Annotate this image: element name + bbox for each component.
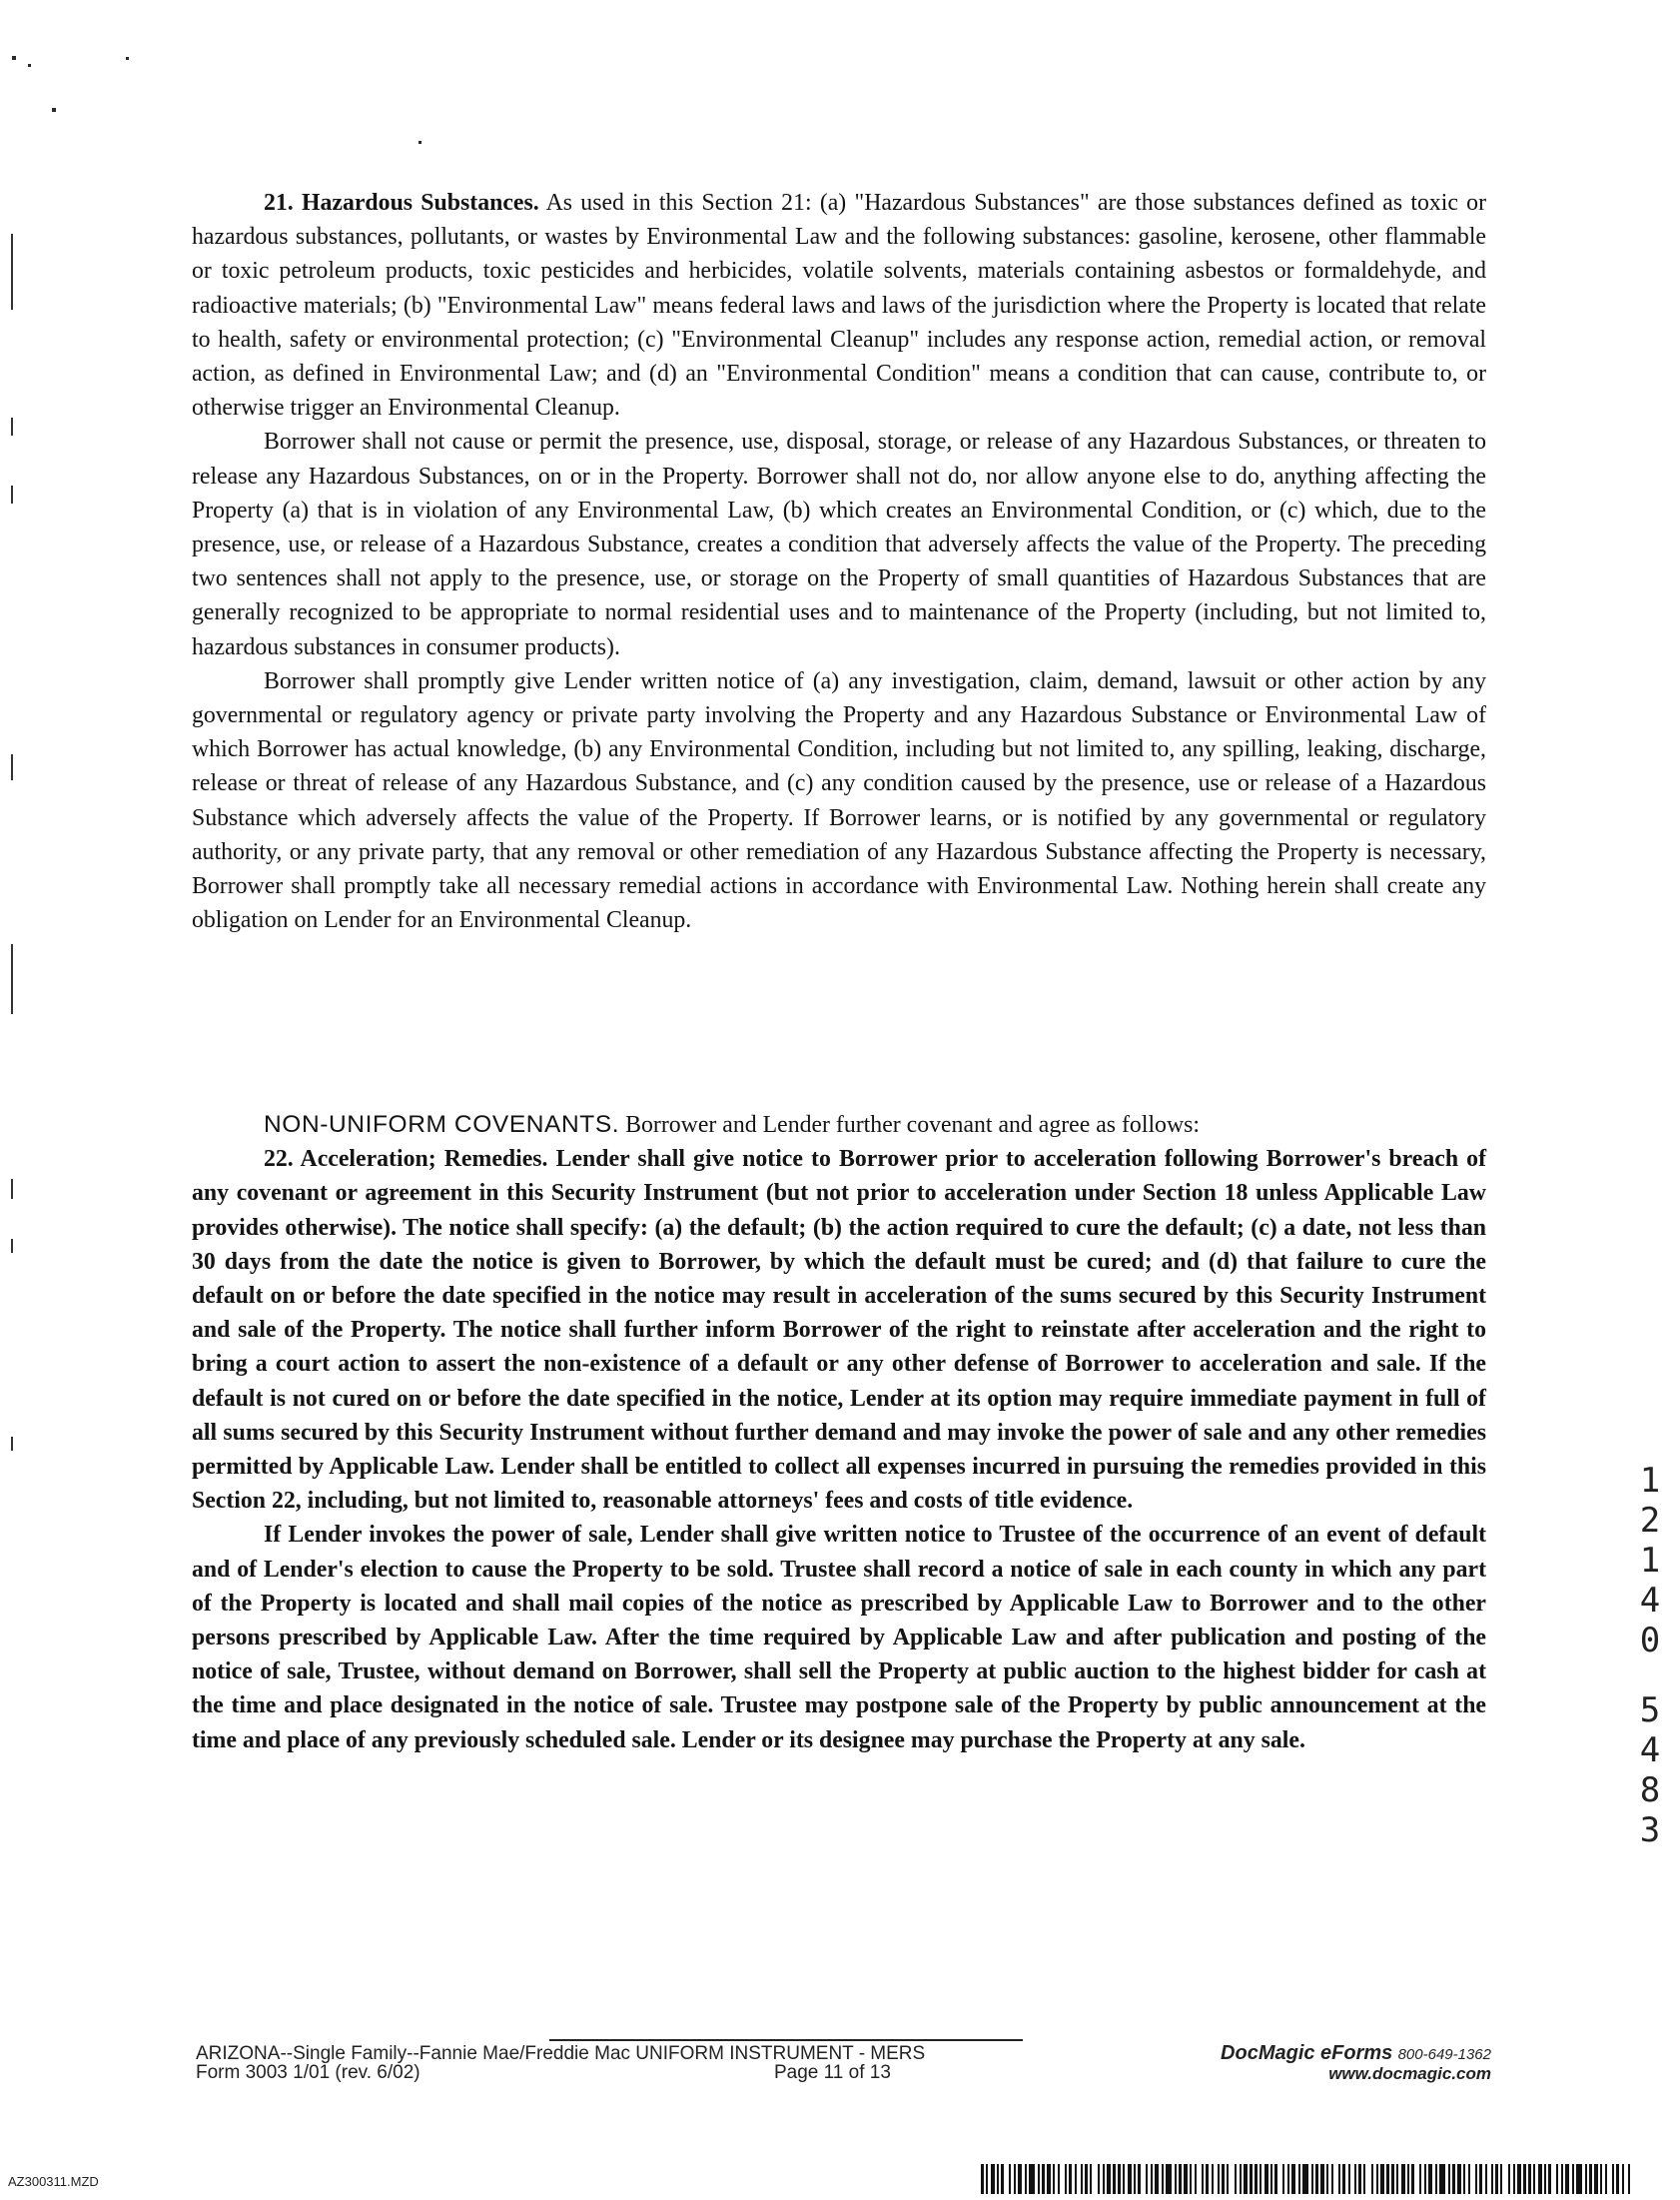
barcode-bar (1589, 2164, 1592, 2194)
section-21-title: Hazardous Substances. (302, 190, 539, 216)
barcode-bar (1576, 2164, 1582, 2194)
footer-vendor-line (1158, 2044, 1491, 2064)
margin-mark (11, 1437, 13, 1451)
barcode-bar (1282, 2164, 1284, 2194)
barcode-bar (1358, 2164, 1361, 2194)
barcode-bar (1424, 2164, 1426, 2194)
stamp-digit: 5 (1639, 1690, 1661, 1730)
barcode-bar (1616, 2164, 1619, 2194)
section-22 (192, 1108, 1486, 1757)
barcode-bar (1622, 2164, 1624, 2194)
barcode-bar (997, 2164, 999, 2194)
barcode-bar (1166, 2164, 1172, 2194)
barcode-bar (1260, 2164, 1261, 2194)
stamp-digit: 4 (1639, 1730, 1661, 1770)
vendor-logo: DocMagic eForms (1221, 2042, 1393, 2064)
barcode-bar (1605, 2164, 1607, 2194)
barcode-bar (1342, 2164, 1345, 2194)
barcode-bar (1386, 2164, 1389, 2194)
barcode-bar (1495, 2164, 1498, 2194)
barcode-bar (1291, 2164, 1295, 2194)
barcode-bar (1227, 2164, 1229, 2194)
non-uniform-covenants (192, 1108, 1486, 1142)
barcode-bar (1594, 2164, 1598, 2194)
barcode-bar (1544, 2164, 1546, 2194)
barcode-bar (1128, 2164, 1132, 2194)
barcode-bar (1338, 2164, 1340, 2194)
barcode-bar (1250, 2164, 1253, 2194)
stamp-digit: 1 (1639, 1541, 1661, 1581)
section-21-para-1 (192, 186, 1486, 425)
barcode-bar (1452, 2164, 1455, 2194)
barcode-bar (1556, 2164, 1558, 2194)
vendor-phone: 800-649-1362 (1397, 2046, 1491, 2063)
barcode-bar (1009, 2164, 1011, 2194)
barcode-bar (1058, 2164, 1060, 2194)
footer-page-number: Page 11 of 13 (774, 2062, 891, 2083)
barcode-bar (1302, 2164, 1308, 2194)
stamp-digit: 8 (1639, 1770, 1661, 1810)
barcode-bar (1098, 2164, 1100, 2194)
barcode-bar (1513, 2164, 1515, 2194)
barcode-bar (1184, 2164, 1188, 2194)
barcode-bar (1565, 2164, 1569, 2194)
barcode-bar (1435, 2164, 1437, 2194)
barcode-bar (1206, 2164, 1209, 2194)
barcode-bar (1561, 2164, 1563, 2194)
barcode-bar (1222, 2164, 1225, 2194)
barcode-bar (1311, 2164, 1313, 2194)
section-22-text: Lender shall give notice to Borrower prior to acceleration following Borrower's breach of any covenant or agreement in this Security Instrument (but not prior to acceleration under Section 18 unless Applicable Law provides otherwise). The notice shall specify: (a) the default; (b) the action required to cure the default; (c) a date, not less than 30 days from the date the notice is given to Borrower, by which the default must be cured; and (d) that failure to cure the default on or before the date specified in the notice may result in acceleration of the sums secured by this Security Instrument and sale of the Property. The notice shall further inform Borrower of the right to reinstate after acceleration and the right to bring a court action to assert the non-existence of a default or any other defense of Borrower to acceleration and sale. If the default is not cured on or before the date specified in the notice, Lender at its option may require immediate payment in full of all sums secured by this Security Instrument without further demand and may invoke the power of sale and any other remedies permitted by Applicable Law. Lender shall be entitled to collect all expenses incurred in pursuing the remedies provided in this Section 22, including, but not limited to, reasonable attorneys' fees and costs of title evidence. (192, 1146, 1486, 1515)
barcode-bar (1348, 2164, 1350, 2194)
non-uniform-heading: NON-UNIFORM COVENANTS. (264, 1111, 620, 1138)
barcode-bar (1528, 2164, 1531, 2194)
section-22-heading: 22. Acceleration; Remedies. (264, 1146, 548, 1173)
stamp-digit: 1 (1639, 1461, 1661, 1501)
barcode-bar (1468, 2164, 1470, 2194)
barcode-bar (1001, 2164, 1004, 2194)
barcode-bar (1371, 2164, 1373, 2194)
section-22-para-1 (192, 1142, 1486, 1518)
barcode-bar (1085, 2164, 1088, 2194)
barcode-bar (981, 2164, 984, 2194)
barcode (981, 2164, 1632, 2194)
barcode-bar (991, 2164, 995, 2194)
barcode-bar (1240, 2164, 1242, 2194)
barcode-bar (1264, 2164, 1268, 2194)
barcode-bar (1407, 2164, 1409, 2194)
footer-form-title: ARIZONA--Single Family--Fannie Mae/Freddie Mac UNIFORM INSTRUMENT - MERS (196, 2043, 926, 2064)
barcode-bar (1195, 2164, 1197, 2194)
margin-mark (11, 234, 13, 310)
margin-mark (11, 418, 13, 436)
barcode-bar (1628, 2164, 1630, 2194)
section-21-para-2: Borrower shall not cause or permit the presence, use, disposal, storage, or release of any Hazardous Substances, or threaten to release any Hazardous Substances, on or in the Property. Borrower shall not do, nor allow anyone else to do, anything affecting the Property (a) that is in violation of any Environmental Law, (b) which creates an Environmental Condition, or (c) which, due to the presence, use, or release of a Hazardous Substance, creates a condition that adversely affects the value of the Property. The preceding two sentences shall not apply to the presence, use, or storage on the Property of small quantities of Hazardous Substances that are generally recognized to be appropriate to normal residential uses and to maintenance of the Property (including, but not limited to, hazardous substances in consumer products). (192, 429, 1486, 660)
margin-mark (11, 1179, 13, 1199)
barcode-bar (1600, 2164, 1602, 2194)
section-21-intro: As used in this Section 21: (a) "Hazardous Substances" are those substances defined as toxic or hazardous substances, pollutants, or wastes by Environmental Law and the following substances: gasoline, kerosene, other flammable or toxic petroleum products, toxic pesticides and herbicides, volatile solvents, materials containing asbestos or formaldehyde, and radioactive materials; (b) "Environmental Law" means federal laws and laws of the jurisdiction where the Property is located that relate to health, safety or environmental protection; (c) "Environmental Cleanup" includes any response action, remedial action, or removal action, as defined in Environmental Law; and (d) an "Environmental Condition" means a condition that can cause, contribute to, or otherwise trigger an Environmental Cleanup. (192, 190, 1487, 422)
barcode-bar (1354, 2164, 1356, 2194)
barcode-bar (1315, 2164, 1318, 2194)
barcode-bar (1463, 2164, 1465, 2194)
non-uniform-text: Borrower and Lender further covenant and agree as follows: (625, 1112, 1201, 1138)
barcode-bar (1069, 2164, 1072, 2194)
barcode-bar (1053, 2164, 1055, 2194)
margin-mark (11, 1239, 13, 1253)
barcode-bar (1401, 2164, 1405, 2194)
barcode-bar (1533, 2164, 1535, 2194)
barcode-bar (1270, 2164, 1272, 2194)
barcode-bar (1428, 2164, 1432, 2194)
barcode-bar (1134, 2164, 1136, 2194)
barcode-bar (1376, 2164, 1378, 2194)
barcode-bar (1179, 2164, 1182, 2194)
file-code: AZ300311.MZD (8, 2174, 99, 2189)
footer-vendor (1158, 2044, 1491, 2083)
stamp-digit: 4 (1639, 1581, 1661, 1621)
barcode-bar (1103, 2164, 1105, 2194)
barcode-bar (1508, 2164, 1510, 2194)
barcode-bar (1138, 2164, 1141, 2194)
barcode-bar (1411, 2164, 1414, 2194)
scan-speck (52, 108, 56, 112)
barcode-bar (1500, 2164, 1502, 2194)
barcode-bar (1113, 2164, 1116, 2194)
barcode-bar (1331, 2164, 1333, 2194)
barcode-bar (1081, 2164, 1083, 2194)
barcode-bar (1380, 2164, 1384, 2194)
barcode-bar (1155, 2164, 1159, 2194)
footer-divider (549, 2039, 1023, 2041)
barcode-bar (1485, 2164, 1487, 2194)
barcode-bar (1396, 2164, 1398, 2194)
barcode-bar (986, 2164, 988, 2194)
barcode-bar (1065, 2164, 1067, 2194)
stamp-gap (1630, 1660, 1670, 1690)
barcode-bar (1212, 2164, 1214, 2194)
barcode-bar (1320, 2164, 1324, 2194)
barcode-bar (1523, 2164, 1526, 2194)
barcode-bar (1018, 2164, 1022, 2194)
scan-speck (12, 56, 16, 60)
scan-speck (419, 141, 421, 144)
barcode-bar (1585, 2164, 1587, 2194)
vendor-website: www.docmagic.com (1328, 2064, 1491, 2083)
barcode-bar (1326, 2164, 1328, 2194)
barcode-bar (1025, 2164, 1027, 2194)
section-21 (192, 186, 1486, 937)
barcode-bar (1151, 2164, 1153, 2194)
barcode-bar (1439, 2164, 1445, 2194)
barcode-bar (1014, 2164, 1016, 2194)
barcode-bar (1479, 2164, 1482, 2194)
margin-mark (11, 754, 13, 780)
barcode-bar (1107, 2164, 1111, 2194)
barcode-bar (1047, 2164, 1051, 2194)
scan-speck (126, 57, 129, 60)
barcode-bar (1287, 2164, 1289, 2194)
barcode-bar (1146, 2164, 1148, 2194)
barcode-bar (1298, 2164, 1300, 2194)
margin-mark (11, 486, 13, 504)
barcode-bar (1075, 2164, 1077, 2194)
barcode-bar (1572, 2164, 1574, 2194)
barcode-bar (1202, 2164, 1204, 2194)
barcode-bar (1190, 2164, 1192, 2194)
barcode-bar (1475, 2164, 1477, 2194)
barcode-bar (1363, 2164, 1365, 2194)
barcode-bar (1419, 2164, 1421, 2194)
margin-mark (11, 944, 13, 1014)
barcode-bar (1255, 2164, 1258, 2194)
footer-form-number: Form 3003 1/01 (rev. 6/02) (196, 2062, 420, 2083)
barcode-bar (1391, 2164, 1394, 2194)
section-22-para-2: If Lender invokes the power of sale, Lender shall give written notice to Trustee of the occurrence of an event of default and of Lender's election to cause the Property to be sold. Trustee shall record a notice of sale in each county in which any part of the Property is located and shall mail copies of the notice as prescribed by Applicable Law to Borrower and to the other persons prescribed by Applicable Law. After the time required by Applicable Law and after publication and posting of the notice of sale, Trustee, without demand on Borrower, shall sell the Property at public auction to the highest bidder for cash at the time and place designated in the notice of sale. Trustee may postpone sale of the Property by public announcement at the time and place of any previously scheduled sale. Lender or its designee may purchase the Property at any sale. (192, 1522, 1486, 1753)
barcode-bar (1538, 2164, 1542, 2194)
scan-speck (28, 64, 31, 67)
section-21-para-3: Borrower shall promptly give Lender written notice of (a) any investigation, claim, demand, lawsuit or other action by any governmental or regulatory agency or private party involving the Property and any Hazardous Substance or Environmental Law of which Borrower has actual knowledge, (b) any Environmental Condition, including but not limited to, any spilling, leaking, discharge, release or threat of release of any Hazardous Substance, and (c) any condition caused by the presence, use or release of a Hazardous Substance which adversely affects the value of the Property. If Borrower learns, or is notified by any governmental or regulatory authority, or any private party, that any removal or other remediation of any Hazardous Substance affecting the Property is necessary, Borrower shall promptly take all necessary remedial actions in accordance with Environmental Law. Nothing herein shall create any obligation on Lender for an Environmental Cleanup. (192, 667, 1486, 934)
barcode-bar (1517, 2164, 1521, 2194)
barcode-bar (1118, 2164, 1121, 2194)
barcode-bar (1123, 2164, 1125, 2194)
barcode-bar (1038, 2164, 1040, 2194)
barcode-bar (1612, 2164, 1614, 2194)
barcode-bar (1448, 2164, 1450, 2194)
barcode-bar (1090, 2164, 1092, 2194)
barcode-bar (1457, 2164, 1461, 2194)
recording-number-stamp (1630, 1461, 1670, 1850)
barcode-bar (1491, 2164, 1493, 2194)
stamp-digit: 3 (1639, 1810, 1661, 1850)
barcode-bar (1235, 2164, 1237, 2194)
barcode-bar (1274, 2164, 1277, 2194)
barcode-bar (1175, 2164, 1177, 2194)
barcode-bar (1042, 2164, 1045, 2194)
barcode-bar (1218, 2164, 1220, 2194)
stamp-digit: 0 (1639, 1621, 1661, 1660)
barcode-bar (1244, 2164, 1248, 2194)
section-21-number: 21. (264, 190, 294, 216)
barcode-bar (1548, 2164, 1551, 2194)
barcode-bar (1029, 2164, 1035, 2194)
stamp-digit: 2 (1639, 1501, 1661, 1541)
barcode-bar (1162, 2164, 1164, 2194)
